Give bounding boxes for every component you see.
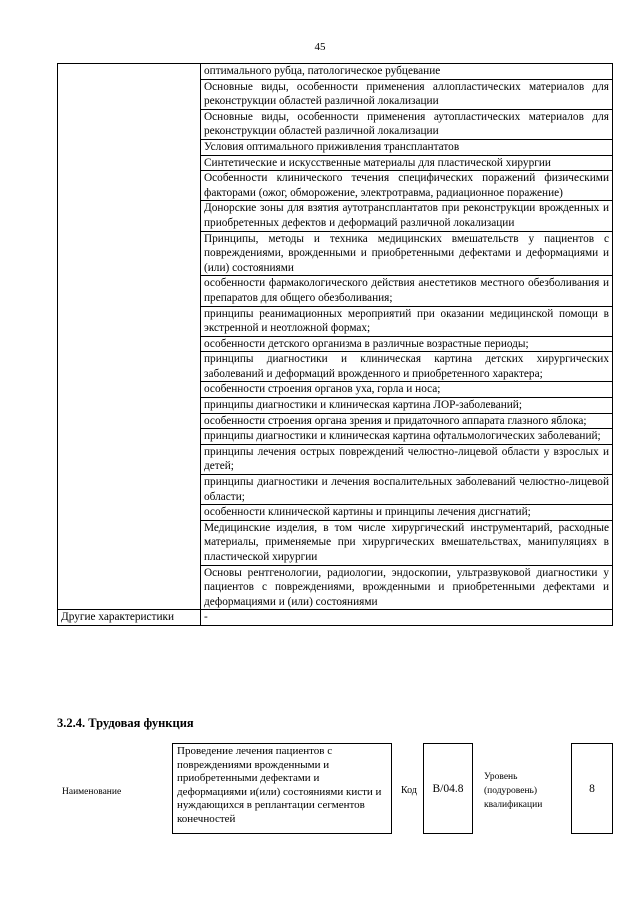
knowledge-item: принципы реанимационных мероприятий при оказании медицинской помощи в экстренной и неотложной формах; (201, 306, 613, 336)
table-row-other (58, 610, 613, 626)
knowledge-item: особенности строения органа зрения и придаточного аппарата глазного яблока; (201, 413, 613, 429)
knowledge-item: принципы диагностики и клиническая картина детских хирургических заболеваний и деформаций врожденного и приобретенного характера; (201, 352, 613, 382)
knowledge-item: принципы лечения острых повреждений челюстно-лицевой области у взрослых и детей; (201, 444, 613, 474)
knowledge-item: Принципы, методы и техника медицинских вмешательств у пациентов с повреждениями, врожденными и приобретенными дефектами и деформациями и (или) состояниями (201, 231, 613, 276)
knowledge-item: Синтетические и искусственные материалы для пластической хирургии (201, 155, 613, 171)
level-value: 8 (571, 743, 613, 834)
table-row (58, 64, 613, 80)
code-value: B/04.8 (423, 743, 473, 834)
other-label: Другие характеристики (58, 610, 201, 626)
knowledge-item: Донорские зоны для взятия аутотрансплантатов при реконструкции врожденных и приобретенных дефектов и деформаций различной локализации (201, 201, 613, 231)
knowledge-item: Условия оптимального приживления трансплантатов (201, 139, 613, 155)
name-value: Проведение лечения пациентов с повреждениями врожденными и приобретенными дефектами и деформациями и(или) состояниями кисти и нуждающихся в реплантации сегментов конечностей (172, 743, 392, 834)
knowledge-item: оптимального рубца, патологическое рубцевание (201, 64, 613, 80)
knowledge-item: особенности строения органов уха, горла и носа; (201, 382, 613, 398)
knowledge-item: Особенности клинического течения специфических поражений физическими факторами (ожог, обморожение, электротравма, радиационное поражение) (201, 171, 613, 201)
knowledge-item: Основные виды, особенности применения аутопластических материалов для реконструкции областей различной локализации (201, 109, 613, 139)
section-title: 3.2.4. Трудовая функция (57, 716, 194, 730)
knowledge-item: принципы диагностики и клиническая картина офтальмологических заболеваний; (201, 429, 613, 445)
knowledge-item: особенности клинической картины и принципы лечения дисгнатий; (201, 505, 613, 521)
knowledge-item: особенности детского организма в различные возрастные периоды; (201, 336, 613, 352)
knowledge-item: принципы диагностики и лечения воспалительных заболеваний челюстно-лицевой области; (201, 475, 613, 505)
page-number: 45 (314, 41, 326, 53)
knowledge-item: Медицинские изделия, в том числе хирургический инструментарий, расходные материалы, применяемые при хирургических вмешательствах, манипуляциях в пластической хирургии (201, 520, 613, 565)
other-value: - (201, 610, 613, 626)
level-label: Уровень (подуровень) квалификации (484, 772, 543, 810)
knowledge-item: Основные виды, особенности применения аллопластических материалов для реконструкции областей различной локализации (201, 79, 613, 109)
knowledge-table (57, 63, 613, 626)
name-label: Наименование (62, 787, 122, 797)
knowledge-item: Основы рентгенологии, радиологии, эндоскопии, ультразвуковой диагностики у пациентов с повреждениями, врожденными и приобретенными дефектами и деформациями и (или) состояниями (201, 565, 613, 610)
left-column-empty (58, 64, 201, 610)
knowledge-item: принципы диагностики и клиническая картина ЛОР-заболеваний; (201, 398, 613, 414)
code-label: Код (401, 785, 417, 796)
knowledge-item: особенности фармакологического действия анестетиков местного обезболивания и препаратов для общего обезболивания; (201, 276, 613, 306)
